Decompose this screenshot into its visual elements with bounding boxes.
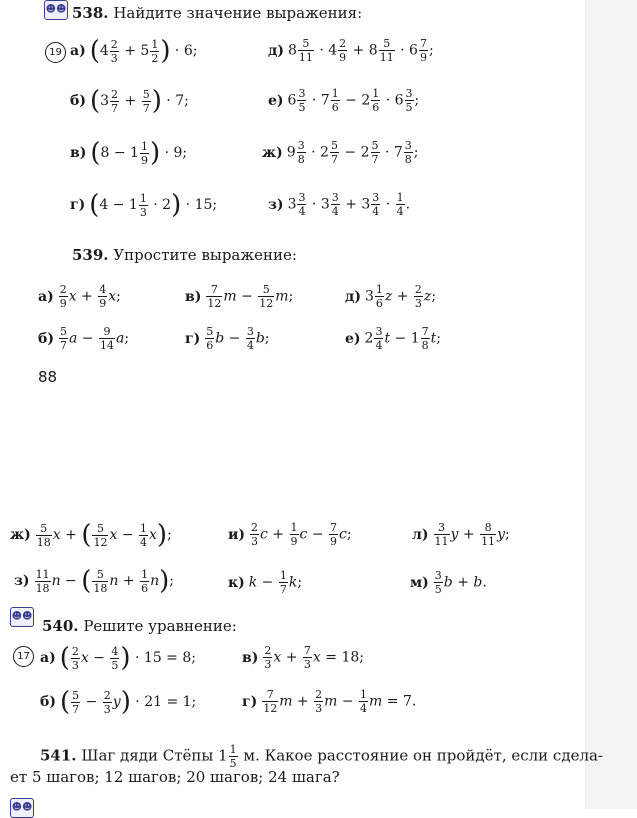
task-title: Найдите значение выражения: <box>113 4 363 22</box>
expr-538g: г) (4 − 1 $\frac{1}{3}$ · 2) · 15; <box>70 190 218 220</box>
difficulty-badge: 19 <box>45 42 66 63</box>
task-title: Решите уравнение: <box>83 617 237 635</box>
task-number: 541. <box>40 746 77 765</box>
expr-538d: д) 8 $\frac{5}{11}$ · 4 $\frac{2}{9}$ + 8 $\frac{5}{11}$ · 6 $\frac{7}{9}$ ; <box>268 37 434 64</box>
expr-538zh: ж) 9 $\frac{3}{8}$ · 2 $\frac{5}{7}$ − 2 $\frac{5}{7}$ · 7 $\frac{3}{8}$ ; <box>262 139 419 166</box>
task-539-header <box>72 248 297 263</box>
task-541-line2: ет 5 шагов; 12 шагов; 20 шагов; 24 шага? <box>10 768 340 786</box>
expr-539d: д) 3 $\frac{1}{6}$ z + $\frac{2}{3}$ z; <box>345 283 437 310</box>
group-work-icon: ☻☻ <box>44 0 68 20</box>
expr-539v: в) $\frac{7}{12}$ m − $\frac{5}{12}$ m; <box>185 283 294 310</box>
bleed-through <box>585 0 637 809</box>
difficulty-badge: 17 <box>13 646 34 667</box>
page-number: 88 <box>38 368 58 386</box>
task-541-line1: 541. Шаг дяди Стёпы 1 $\frac{1}{5}$ м. Какое расстояние он пройдёт, если сдела- <box>40 743 603 770</box>
task-number: 538. <box>72 4 109 22</box>
expr-538e: е) 6 $\frac{3}{5}$ · 7 $\frac{1}{6}$ − 2 $\frac{1}{6}$ · 6 $\frac{3}{5}$ ; <box>268 87 420 114</box>
expr-539b: б) $\frac{5}{7}$ a − $\frac{9}{14}$ a; <box>38 325 130 352</box>
expr-538v: в) (8 − 1 $\frac{1}{9}$ ) · 9; <box>70 138 188 168</box>
task-number: 539. <box>72 246 109 264</box>
expr-540g: г) $\frac{7}{12}$ m + $\frac{2}{3}$ m − $\frac{1}{4}$ m = 7. <box>242 688 417 715</box>
expr-540v: в) $\frac{2}{3}$ x + $\frac{7}{3}$ x = 18; <box>242 644 364 671</box>
expr-539a: а) $\frac{2}{9}$ x + $\frac{4}{9}$ x; <box>38 283 121 310</box>
expr-538b: б) (3 $\frac{2}{7}$ + $\frac{5}{7}$ ) · 7; <box>70 86 189 116</box>
expr-539m: м) $\frac{3}{5}$ b + b. <box>410 569 487 596</box>
expr-540a: а) ( $\frac{2}{3}$ x − $\frac{4}{5}$ ) · 15 = 8; <box>40 643 196 673</box>
expr-539z: з) $\frac{11}{18}$ n − ( $\frac{5}{18}$ n + $\frac{1}{6}$ n); <box>14 566 174 596</box>
expr-540b: б) ( $\frac{5}{7}$ − $\frac{2}{3}$ y) · 21 = 1; <box>40 687 197 717</box>
expr-538z: з) 3 $\frac{3}{4}$ · 3 $\frac{3}{4}$ + 3 $\frac{3}{4}$ · $\frac{1}{4}$ . <box>268 191 411 218</box>
expr-538a: а) (4 $\frac{2}{3}$ + 5 $\frac{1}{2}$ ) · 6; <box>70 36 198 66</box>
expr-539e: е) 2 $\frac{3}{4}$ t − 1 $\frac{7}{8}$ t; <box>345 325 441 352</box>
task-540-header <box>42 619 237 634</box>
expr-539l: л) $\frac{3}{11}$ y + $\frac{8}{11}$ y; <box>412 521 510 548</box>
group-work-icon: ☻☻ <box>10 607 34 627</box>
group-work-icon: ☻☻ <box>10 798 34 818</box>
task-538-header <box>72 6 362 21</box>
expr-539zh: ж) $\frac{5}{18}$ x + ( $\frac{5}{12}$ x − $\frac{1}{4}$ x); <box>10 520 172 550</box>
task-number: 540. <box>42 617 79 635</box>
task-title: Упростите выражение: <box>113 246 297 264</box>
expr-539i: и) $\frac{2}{3}$ c + $\frac{1}{9}$ c − $\frac{7}{9}$ c; <box>228 521 352 548</box>
expr-539k: к) k − $\frac{1}{7}$ k; <box>228 569 303 596</box>
expr-539g: г) $\frac{5}{6}$ b − $\frac{3}{4}$ b; <box>185 325 270 352</box>
